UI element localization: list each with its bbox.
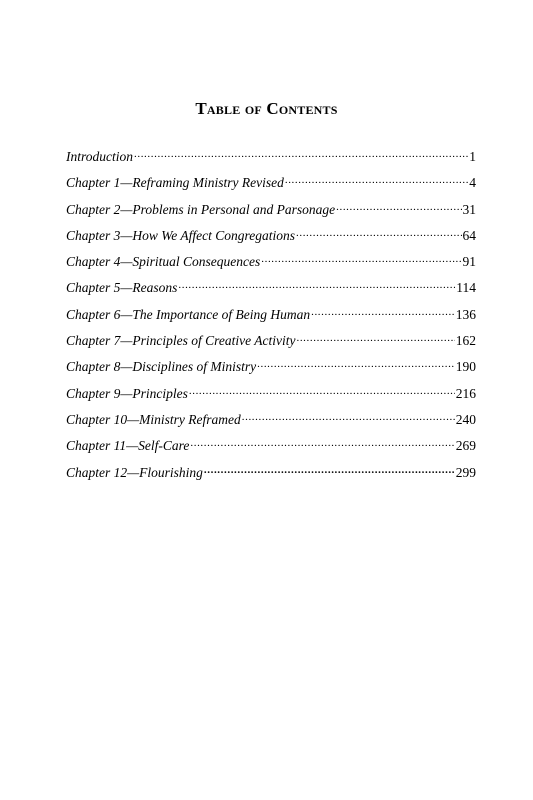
toc-entry-page: 216 — [455, 385, 476, 401]
dot-leader — [336, 202, 461, 214]
toc-entry — [66, 436, 476, 462]
toc-entry-page: 190 — [455, 359, 476, 375]
toc-entry-page: 240 — [455, 411, 476, 427]
toc-entry-label: Chapter 1—Reframing Ministry Revised — [66, 175, 284, 191]
toc-entry — [66, 410, 476, 436]
toc-entry-label: Chapter 3—How We Affect Congregations — [66, 227, 295, 243]
page-title: Table of Contents — [195, 99, 338, 118]
dot-leader — [311, 307, 455, 319]
toc-entry-page: 114 — [456, 280, 476, 296]
toc-entry — [66, 200, 476, 226]
toc-entry — [66, 331, 476, 357]
toc-entry — [66, 357, 476, 383]
toc-entry-label: Chapter 10—Ministry Reframed — [66, 411, 241, 427]
toc-entry-label: Introduction — [66, 149, 133, 164]
toc-entry-label: Chapter 12—Flourishing — [66, 464, 203, 480]
toc-entry-label: Chapter 9—Principles — [66, 385, 188, 401]
toc-entry-label: Chapter 7—Principles of Creative Activity — [66, 333, 296, 349]
toc-entry-page: 4 — [469, 175, 476, 191]
toc-entry-label: Chapter 5—Reasons — [66, 280, 178, 296]
toc-entry — [66, 147, 476, 173]
dot-leader — [190, 438, 454, 450]
toc-entry — [66, 226, 476, 252]
toc-entry-page: 162 — [455, 333, 476, 349]
toc-entry-page: 31 — [462, 201, 476, 217]
toc-entry — [66, 384, 476, 410]
toc-entry-label: Chapter 4—Spiritual Consequences — [66, 254, 261, 270]
toc-entry-page: 299 — [455, 464, 476, 480]
toc-entry-page: 136 — [455, 306, 476, 322]
dot-leader — [296, 333, 454, 345]
dot-leader — [189, 386, 455, 398]
toc-entry — [66, 463, 476, 489]
toc-entry-page: 269 — [455, 438, 476, 454]
toc-entry-page: 91 — [462, 254, 476, 270]
toc-entry — [66, 173, 476, 199]
toc-entry-label: Chapter 6—The Importance of Being Human — [66, 306, 311, 322]
toc-entry — [66, 305, 476, 331]
dot-leader — [242, 412, 455, 424]
dot-leader — [178, 280, 455, 292]
dot-leader — [296, 228, 462, 240]
dot-leader — [134, 149, 468, 161]
toc-entry — [66, 278, 476, 304]
toc-entry-label: Chapter 2—Problems in Personal and Parsonage — [66, 201, 336, 217]
dot-leader — [257, 359, 455, 371]
dot-leader — [261, 254, 461, 266]
toc-entry-page: 64 — [462, 227, 476, 243]
toc-list — [66, 147, 476, 489]
toc-entry-label: Chapter 11—Self-Care — [66, 438, 190, 454]
dot-leader — [285, 175, 468, 187]
toc-entry — [66, 252, 476, 278]
toc-entry-label: Chapter 8—Disciplines of Ministry — [66, 359, 257, 375]
dot-leader — [204, 465, 455, 477]
toc-entry-page: 1 — [469, 149, 476, 164]
